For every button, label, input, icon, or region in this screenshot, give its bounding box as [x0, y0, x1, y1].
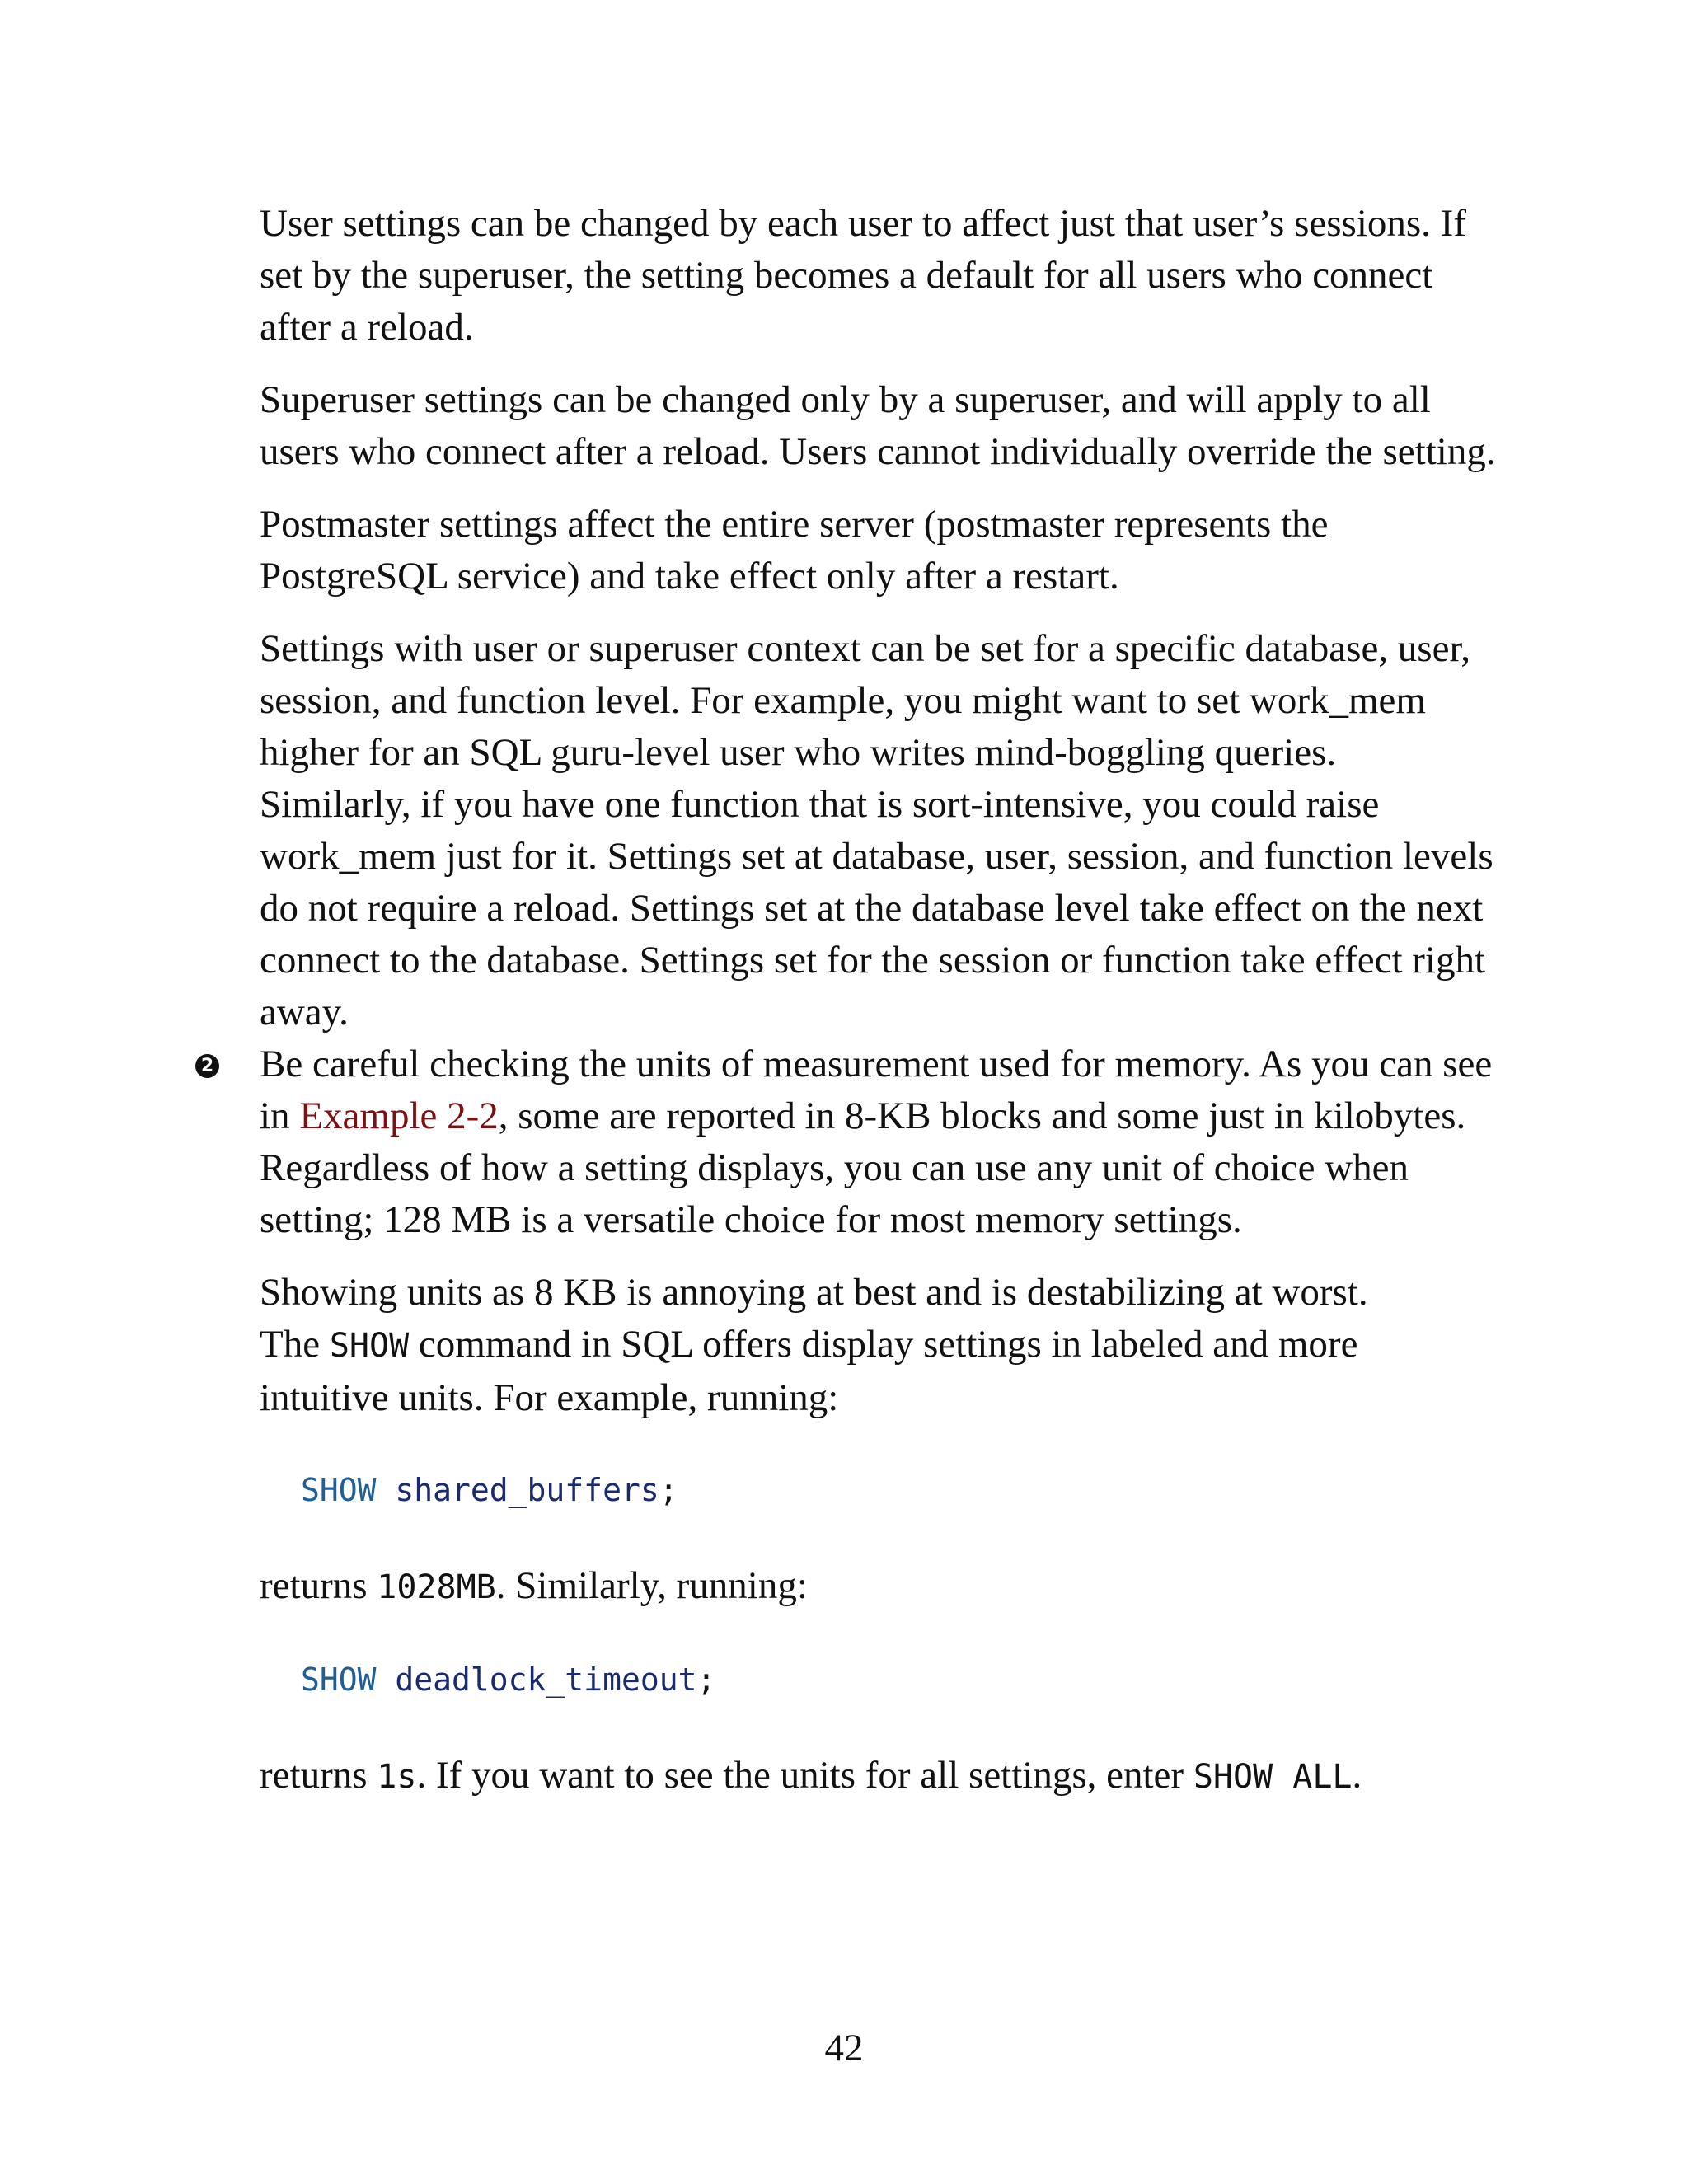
code-identifier: shared_buffers — [395, 1472, 659, 1508]
returns-suffix: . — [1352, 1754, 1362, 1797]
code-identifier: deadlock_timeout — [395, 1661, 697, 1698]
paragraph-context-levels: Settings with user or superuser context can be set for a specific database, user, session, and function level. For example, you might want to set work_mem higher for an SQL guru-level user who writes mind-boggling queries. Similarly, if you have one function that is sort-intensive, you could raise work_mem just for it. Settings set at database, user, session, and function levels do not require a reload. Settings set at the database level take effect on the next connect to the database. Settings set for the session or function take effect right away. — [260, 627, 1493, 1033]
callout-text-before: Be careful checking the units of measurement used for memory. As you can see in — [260, 1043, 1493, 1137]
code-block-show-shared-buffers — [301, 1469, 1496, 1511]
code-keyword: SHOW — [301, 1472, 377, 1508]
paragraph-returns-1028mb — [260, 1560, 1496, 1614]
page-number: 42 — [824, 2027, 864, 2069]
inline-code-show-all: SHOW ALL — [1193, 1758, 1353, 1796]
paragraph-postmaster-settings: Postmaster settings affect the entire server (postmaster represents the PostgreSQL service) and take effect only after a restart. — [260, 503, 1329, 598]
code-terminator: ; — [659, 1472, 678, 1508]
returns-prefix: returns — [260, 1754, 377, 1797]
returns-middle: . If you want to see the units for all settings, enter — [416, 1754, 1193, 1797]
show-units-the: The — [260, 1323, 330, 1366]
callout-units-note — [200, 1038, 1496, 1246]
paragraph-show-units — [260, 1267, 1496, 1424]
page-content — [200, 198, 1496, 1803]
inline-code-1028mb: 1028MB — [377, 1568, 496, 1606]
show-units-rest: command in SQL offers display settings in labeled and more intuitive units. For example, running: — [260, 1323, 1358, 1419]
example-2-2-link[interactable]: Example 2-2 — [299, 1094, 499, 1137]
code-terminator: ; — [696, 1661, 716, 1698]
inline-code-show: SHOW — [329, 1327, 410, 1365]
returns-prefix: returns — [260, 1564, 377, 1607]
paragraph-superuser-settings: Superuser settings can be changed only by a superuser, and will apply to all users who connect after a reload. Users cannot individually override the setting. — [260, 378, 1496, 473]
returns-suffix: . Similarly, running: — [495, 1564, 808, 1607]
callout-text-after: , some are reported in 8-KB blocks and some just in kilobytes. Regardless of how a setting displays, you can use any unit of choice when setting; 128 MB is a versatile choice for most memory settings. — [260, 1094, 1466, 1241]
inline-code-1s: 1s — [377, 1758, 417, 1796]
show-units-sentence: Showing units as 8 KB is annoying at best and is destabilizing at worst. — [260, 1271, 1368, 1314]
code-keyword: SHOW — [301, 1661, 377, 1698]
code-block-show-deadlock-timeout — [301, 1659, 1496, 1700]
paragraph-returns-1s — [260, 1750, 1496, 1803]
paragraph-user-settings: User settings can be changed by each user to affect just that user’s sessions. If set by the superuser, the setting becomes a default for all users who connect after a reload. — [260, 202, 1466, 349]
callout-number-icon: 2 — [195, 1054, 219, 1078]
